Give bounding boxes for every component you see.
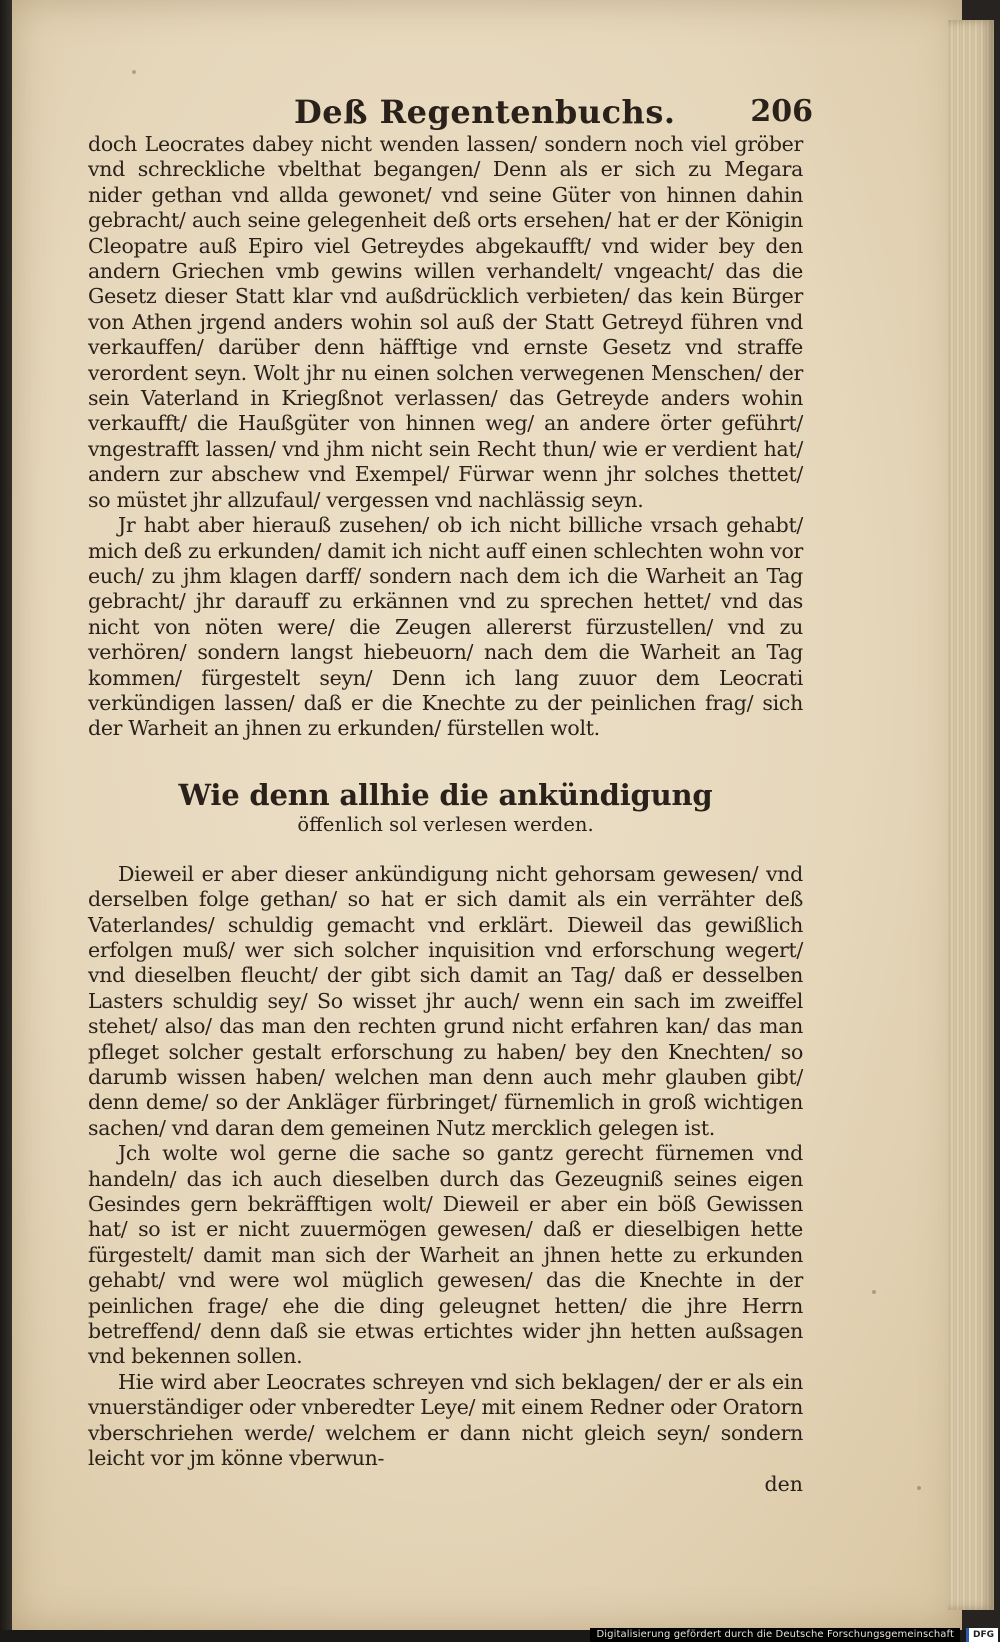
paragraph: Jr habt aber hierauß zusehen/ ob ich nicht billiche vrsach gehabt/ mich deß zu erkunden/ damit ich nicht auff einen schlechten wohn vor euch/ zu jhm klagen darff/ sondern nach dem ich die Warheit an Tag gebracht/ jhr darauff zu erkännen vnd zu sprechen hettet/ vnd das nicht von nöten were/ die Zeugen allererst fürzustellen/ vnd zu verhören/ sondern langst hiebeuorn/ nach dem die Warheit an Tag kommen/ fürgestelt seyn/ Denn ich lang zuuor dem Leocrati verkündigen lassen/ daß er die Knechte zu der peinlichen frag/ sich der Warheit an jhnen zu erkunden/ fürstellen wolt. xyxy=(88,513,803,741)
digitization-credit: Digitalisierung gefördert durch die Deutsche Forschungsgemeinschaft xyxy=(590,1628,960,1642)
paper-fleck xyxy=(872,1290,876,1294)
paragraph: Jch wolte wol gerne die sache so gantz gerecht fürnemen vnd handeln/ das ich auch dieselben durch das Gezeugniß seines eigen Gesindes gern bekräfftigen wolt/ Dieweil er aber ein böß Gewissen hat/ so ist er nicht zuuermögen gewesen/ daß er dieselbigen hette fürgestelt/ damit man sich der Warheit an jhnen hette zu erkunden gehabt/ vnd were wol müglich gewesen/ das die Knechte in der peinlichen frage/ ehe die ding geleugnet hetten/ die jhre Herrn betreffend/ denn daß sie etwas ertichtes wider jhn hetten außsagen vnd bekennen sollen. xyxy=(88,1141,803,1369)
paragraph: Dieweil er aber dieser ankündigung nicht gehorsam gewesen/ vnd derselben folge gethan/ so hat er sich damit als ein verrähter deß Vaterlandes/ schuldig gemacht vnd erklärt. Dieweil das gewißlich erfolgen muß/ wer sich solcher inquisition vnd erforschung wegert/ vnd dieselben fleucht/ der gibt sich damit an Tag/ daß er desselben Lasters schuldig sey/ So wisset jhr auch/ wenn ein sach im zweiffel stehet/ also/ das man den rechten grund nicht erfahren kan/ das man pfleget solcher gestalt erforschung zu haben/ bey den Knechten/ so darumb wissen haben/ welchen man denn auch mehr glauben gibt/ denn deme/ so der Ankläger fürbringet/ fürnemlich in groß wichtigen sachen/ vnd daran dem gemeinen Nutz mercklich gelegen ist. xyxy=(88,861,803,1140)
paper-fleck xyxy=(132,70,136,74)
dfg-logo: DFG xyxy=(966,1628,998,1642)
section-heading: Wie denn allhie die ankündigung xyxy=(178,777,713,812)
page-text-block xyxy=(88,92,813,1497)
page-header xyxy=(88,92,813,132)
page-number: 206 xyxy=(750,94,813,129)
section-subheading: öffenlich sol verlesen werden. xyxy=(297,812,594,836)
page-edges xyxy=(948,20,994,1610)
paragraph: doch Leocrates dabey nicht wenden lassen/ sondern noch viel gröber vnd schreckliche vbelthat begangen/ Denn als er sich zu Megara nider gethan vnd allda gewonet/ vnd seine Güter von hinnen dahin gebracht/ auch seine gelegenheit deß orts ersehen/ hat er der Königin Cleopatre auß Epiro viel Getreydes abgekaufft/ vnd wider bey den andern Griechen vmb gewins willen verhandelt/ vngeacht/ das die Gesetz dieser Statt klar vnd außdrücklich verbieten/ das kein Bürger von Athen jrgend anders wohin sol auß der Statt Getreyd führen vnd verkauffen/ darüber denn häfftige vnd ernste Gesetz vnd straffe verordent seyn. Wolt jhr nu einen solchen verwegenen Menschen/ der sein Vaterland in Kriegßnot verlassen/ das Getreyde anders wohin verkaufft/ die Haußgüter von hinnen weg/ an andere örter geführt/ vngestrafft lassen/ vnd jhm nicht sein Recht thun/ wie er verdient hat/ andern zur abschew vnd Exempel/ Fürwar wenn jhr solches thettet/ so müstet jhr allzufaul/ vergessen vnd nachlässig seyn. xyxy=(88,132,803,512)
paragraph: Hie wird aber Leocrates schreyen vnd sich beklagen/ der er als ein vnuerständiger oder vnberedter Leye/ mit einem Redner oder Oratorn vberschriehen werde/ welchem er dann nicht gleich seyn/ sondern leicht vor jm könne vberwun- xyxy=(88,1369,803,1471)
catchword: den xyxy=(764,1471,803,1496)
paper-fleck xyxy=(917,1486,921,1490)
running-head: Deß Regentenbuchs. xyxy=(294,93,676,131)
